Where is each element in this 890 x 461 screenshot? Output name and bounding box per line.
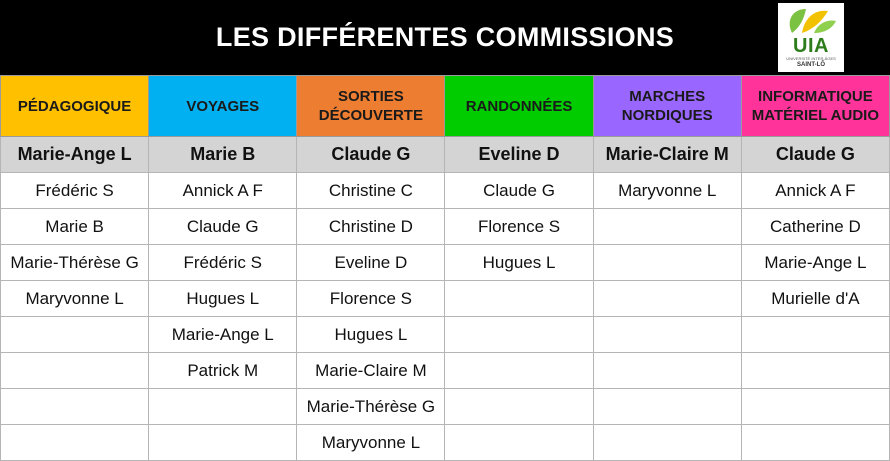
member-cell: Murielle d'A: [741, 281, 889, 317]
member-cell: [741, 425, 889, 461]
member-cell: Maryvonne L: [1, 281, 149, 317]
member-cell: Marie-Thérèse G: [1, 245, 149, 281]
member-cell: [445, 281, 593, 317]
member-cell: Claude G: [149, 209, 297, 245]
page-title: LES DIFFÉRENTES COMMISSIONS: [215, 22, 675, 52]
member-cell: [445, 425, 593, 461]
uia-logo: [778, 3, 844, 72]
member-cell: [741, 353, 889, 389]
member-cell: Maryvonne L: [297, 425, 445, 461]
member-row: [1, 209, 890, 245]
leader-cell: Marie B: [149, 137, 297, 173]
column-header: INFORMATIQUE MATÉRIEL AUDIO: [741, 76, 889, 137]
member-cell: [149, 389, 297, 425]
member-cell: Marie-Thérèse G: [297, 389, 445, 425]
column-header: SORTIES DÉCOUVERTE: [297, 76, 445, 137]
logo-text: UIA: [793, 35, 829, 57]
member-cell: [1, 353, 149, 389]
member-cell: [1, 425, 149, 461]
member-cell: [445, 389, 593, 425]
member-cell: Patrick M: [149, 353, 297, 389]
member-cell: Hugues L: [297, 317, 445, 353]
member-cell: Hugues L: [149, 281, 297, 317]
member-cell: Christine C: [297, 173, 445, 209]
member-cell: [1, 389, 149, 425]
member-cell: Eveline D: [297, 245, 445, 281]
member-row: [1, 317, 890, 353]
leader-row: [1, 137, 890, 173]
column-header: RANDONNÉES: [445, 76, 593, 137]
member-cell: [445, 353, 593, 389]
member-cell: Florence S: [297, 281, 445, 317]
member-row: [1, 389, 890, 425]
member-cell: Christine D: [297, 209, 445, 245]
member-cell: [593, 245, 741, 281]
member-cell: [593, 389, 741, 425]
column-header: MARCHES NORDIQUES: [593, 76, 741, 137]
column-header: VOYAGES: [149, 76, 297, 137]
header-row: [1, 76, 890, 137]
header-bar: [0, 0, 890, 75]
member-cell: [593, 281, 741, 317]
member-cell: [149, 425, 297, 461]
commissions-table: [0, 75, 890, 461]
member-cell: Marie B: [1, 209, 149, 245]
logo-subtext: UNIVERSITÉ INTER-ÂGES: [786, 56, 836, 61]
member-row: [1, 425, 890, 461]
leader-cell: Marie-Ange L: [1, 137, 149, 173]
member-row: [1, 173, 890, 209]
member-cell: Annick A F: [741, 173, 889, 209]
member-cell: Annick A F: [149, 173, 297, 209]
leader-cell: Claude G: [741, 137, 889, 173]
member-cell: Florence S: [445, 209, 593, 245]
member-cell: [445, 317, 593, 353]
leader-cell: Marie-Claire M: [593, 137, 741, 173]
member-row: [1, 281, 890, 317]
member-cell: [1, 317, 149, 353]
member-cell: Marie-Ange L: [741, 245, 889, 281]
member-cell: [741, 317, 889, 353]
member-cell: Maryvonne L: [593, 173, 741, 209]
member-cell: Hugues L: [445, 245, 593, 281]
leaf-icon: [778, 3, 844, 37]
member-cell: [593, 317, 741, 353]
member-cell: Catherine D: [741, 209, 889, 245]
member-cell: Frédéric S: [1, 173, 149, 209]
member-cell: Frédéric S: [149, 245, 297, 281]
leader-cell: Eveline D: [445, 137, 593, 173]
member-cell: [593, 353, 741, 389]
member-row: [1, 353, 890, 389]
member-cell: Marie-Claire M: [297, 353, 445, 389]
member-row: [1, 245, 890, 281]
member-cell: Claude G: [445, 173, 593, 209]
member-cell: Marie-Ange L: [149, 317, 297, 353]
logo-place: SAINT-LÔ: [797, 62, 825, 68]
member-cell: [741, 389, 889, 425]
leader-cell: Claude G: [297, 137, 445, 173]
column-header: PÉDAGOGIQUE: [1, 76, 149, 137]
member-cell: [593, 425, 741, 461]
member-cell: [593, 209, 741, 245]
